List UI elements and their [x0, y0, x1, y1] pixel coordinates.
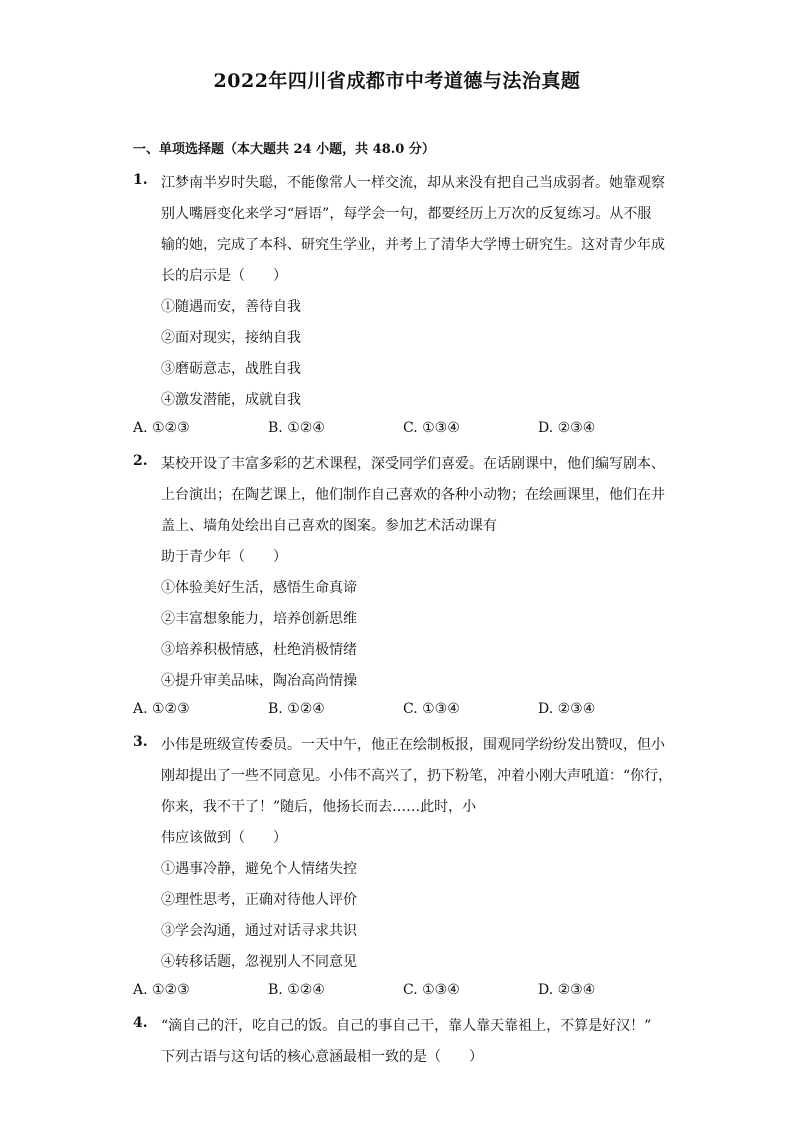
- statement-option: ④激发潜能，成就自我: [161, 392, 301, 408]
- statement-option: ①体验美好生活，感悟生命真谛: [161, 580, 357, 596]
- question-number: 4.: [133, 1015, 148, 1031]
- statement-option: ④提升审美品味，陶冶高尚情操: [161, 673, 357, 689]
- question-text-line: 输的她，完成了本科、研究生学业，并考上了清华大学博士研究生。这对青少年成: [161, 237, 665, 253]
- statement-option: ②理性思考，正确对待他人评价: [161, 892, 357, 908]
- answer-choice-a[interactable]: A. ①②③: [133, 701, 190, 717]
- question-text-line: 下列古语与这句话的核心意涵最相一致的是（ ）: [161, 1049, 483, 1065]
- answer-choice-b[interactable]: B. ①②④: [268, 701, 325, 717]
- answer-choice-a[interactable]: A. ①②③: [133, 982, 190, 998]
- statement-option: ③学会沟通，通过对话寻求共识: [161, 923, 357, 939]
- question-number: 1.: [133, 172, 148, 188]
- question-text-line: 刚却提出了一些不同意见。小伟不高兴了，扔下粉笔，冲着小刚大声吼道：“你行，: [161, 768, 673, 784]
- question-number: 3.: [133, 734, 148, 750]
- statement-option: ③培养积极情感，杜绝消极情绪: [161, 642, 357, 658]
- question-text-line: 别人嘴唇变化来学习“唇语”，每学会一句，都要经历上万次的反复练习。从不服: [161, 206, 652, 222]
- question-text-line: 上台演出；在陶艺课上，他们制作自己喜欢的各种小动物；在绘画课里，他们在井: [161, 487, 665, 503]
- statement-option: ③磨砺意志，战胜自我: [161, 361, 301, 377]
- section-heading: 一、单项选择题（本大题共 24 小题，共 48.0 分）: [133, 142, 435, 157]
- statement-option: ①随遇而安，善待自我: [161, 299, 301, 315]
- answer-choices: [133, 982, 673, 1002]
- answer-choices: [133, 420, 673, 440]
- question-text-line: 某校开设了丰富多彩的艺术课程，深受同学们喜爱。在话剧课中，他们编写剧本、: [161, 456, 665, 472]
- question-number: 2.: [133, 453, 148, 469]
- question-text-line: 江梦南半岁时失聪，不能像常人一样交流，却从来没有把自己当成弱者。她靠观察: [161, 175, 665, 191]
- answer-choice-d[interactable]: D. ②③④: [538, 982, 596, 998]
- question-text-line: 你来，我不干了！”随后，他扬长而去……此时，小: [161, 799, 477, 815]
- question-text-line: 盖上、墙角处绘出自己喜欢的图案。参加艺术活动课有: [161, 518, 497, 534]
- question-text-line: 长的启示是（ ）: [161, 268, 287, 284]
- question-text-line: 助于青少年（ ）: [161, 549, 287, 565]
- statement-option: ④转移话题，忽视别人不同意见: [161, 954, 357, 970]
- answer-choice-b[interactable]: B. ①②④: [268, 982, 325, 998]
- answer-choice-d[interactable]: D. ②③④: [538, 420, 596, 436]
- answer-choice-a[interactable]: A. ①②③: [133, 420, 190, 436]
- answer-choice-b[interactable]: B. ①②④: [268, 420, 325, 436]
- question-text-line: “滴自己的汗，吃自己的饭。自己的事自己干，靠人靠天靠祖上，不算是好汉！”: [161, 1018, 652, 1034]
- answer-choice-d[interactable]: D. ②③④: [538, 701, 596, 717]
- statement-option: ②丰富想象能力，培养创新思维: [161, 611, 357, 627]
- statement-option: ②面对现实，接纳自我: [161, 330, 301, 346]
- question-text-line: 伟应该做到（ ）: [161, 830, 287, 846]
- answer-choice-c[interactable]: C. ①③④: [403, 982, 460, 998]
- question-text-line: 小伟是班级宣传委员。一天中午，他正在绘制板报，围观同学纷纷发出赞叹，但小: [161, 737, 665, 753]
- page-title: 2022年四川省成都市中考道德与法治真题: [213, 70, 581, 92]
- statement-option: ①遇事冷静，避免个人情绪失控: [161, 861, 357, 877]
- answer-choices: [133, 701, 673, 721]
- answer-choice-c[interactable]: C. ①③④: [403, 701, 460, 717]
- answer-choice-c[interactable]: C. ①③④: [403, 420, 460, 436]
